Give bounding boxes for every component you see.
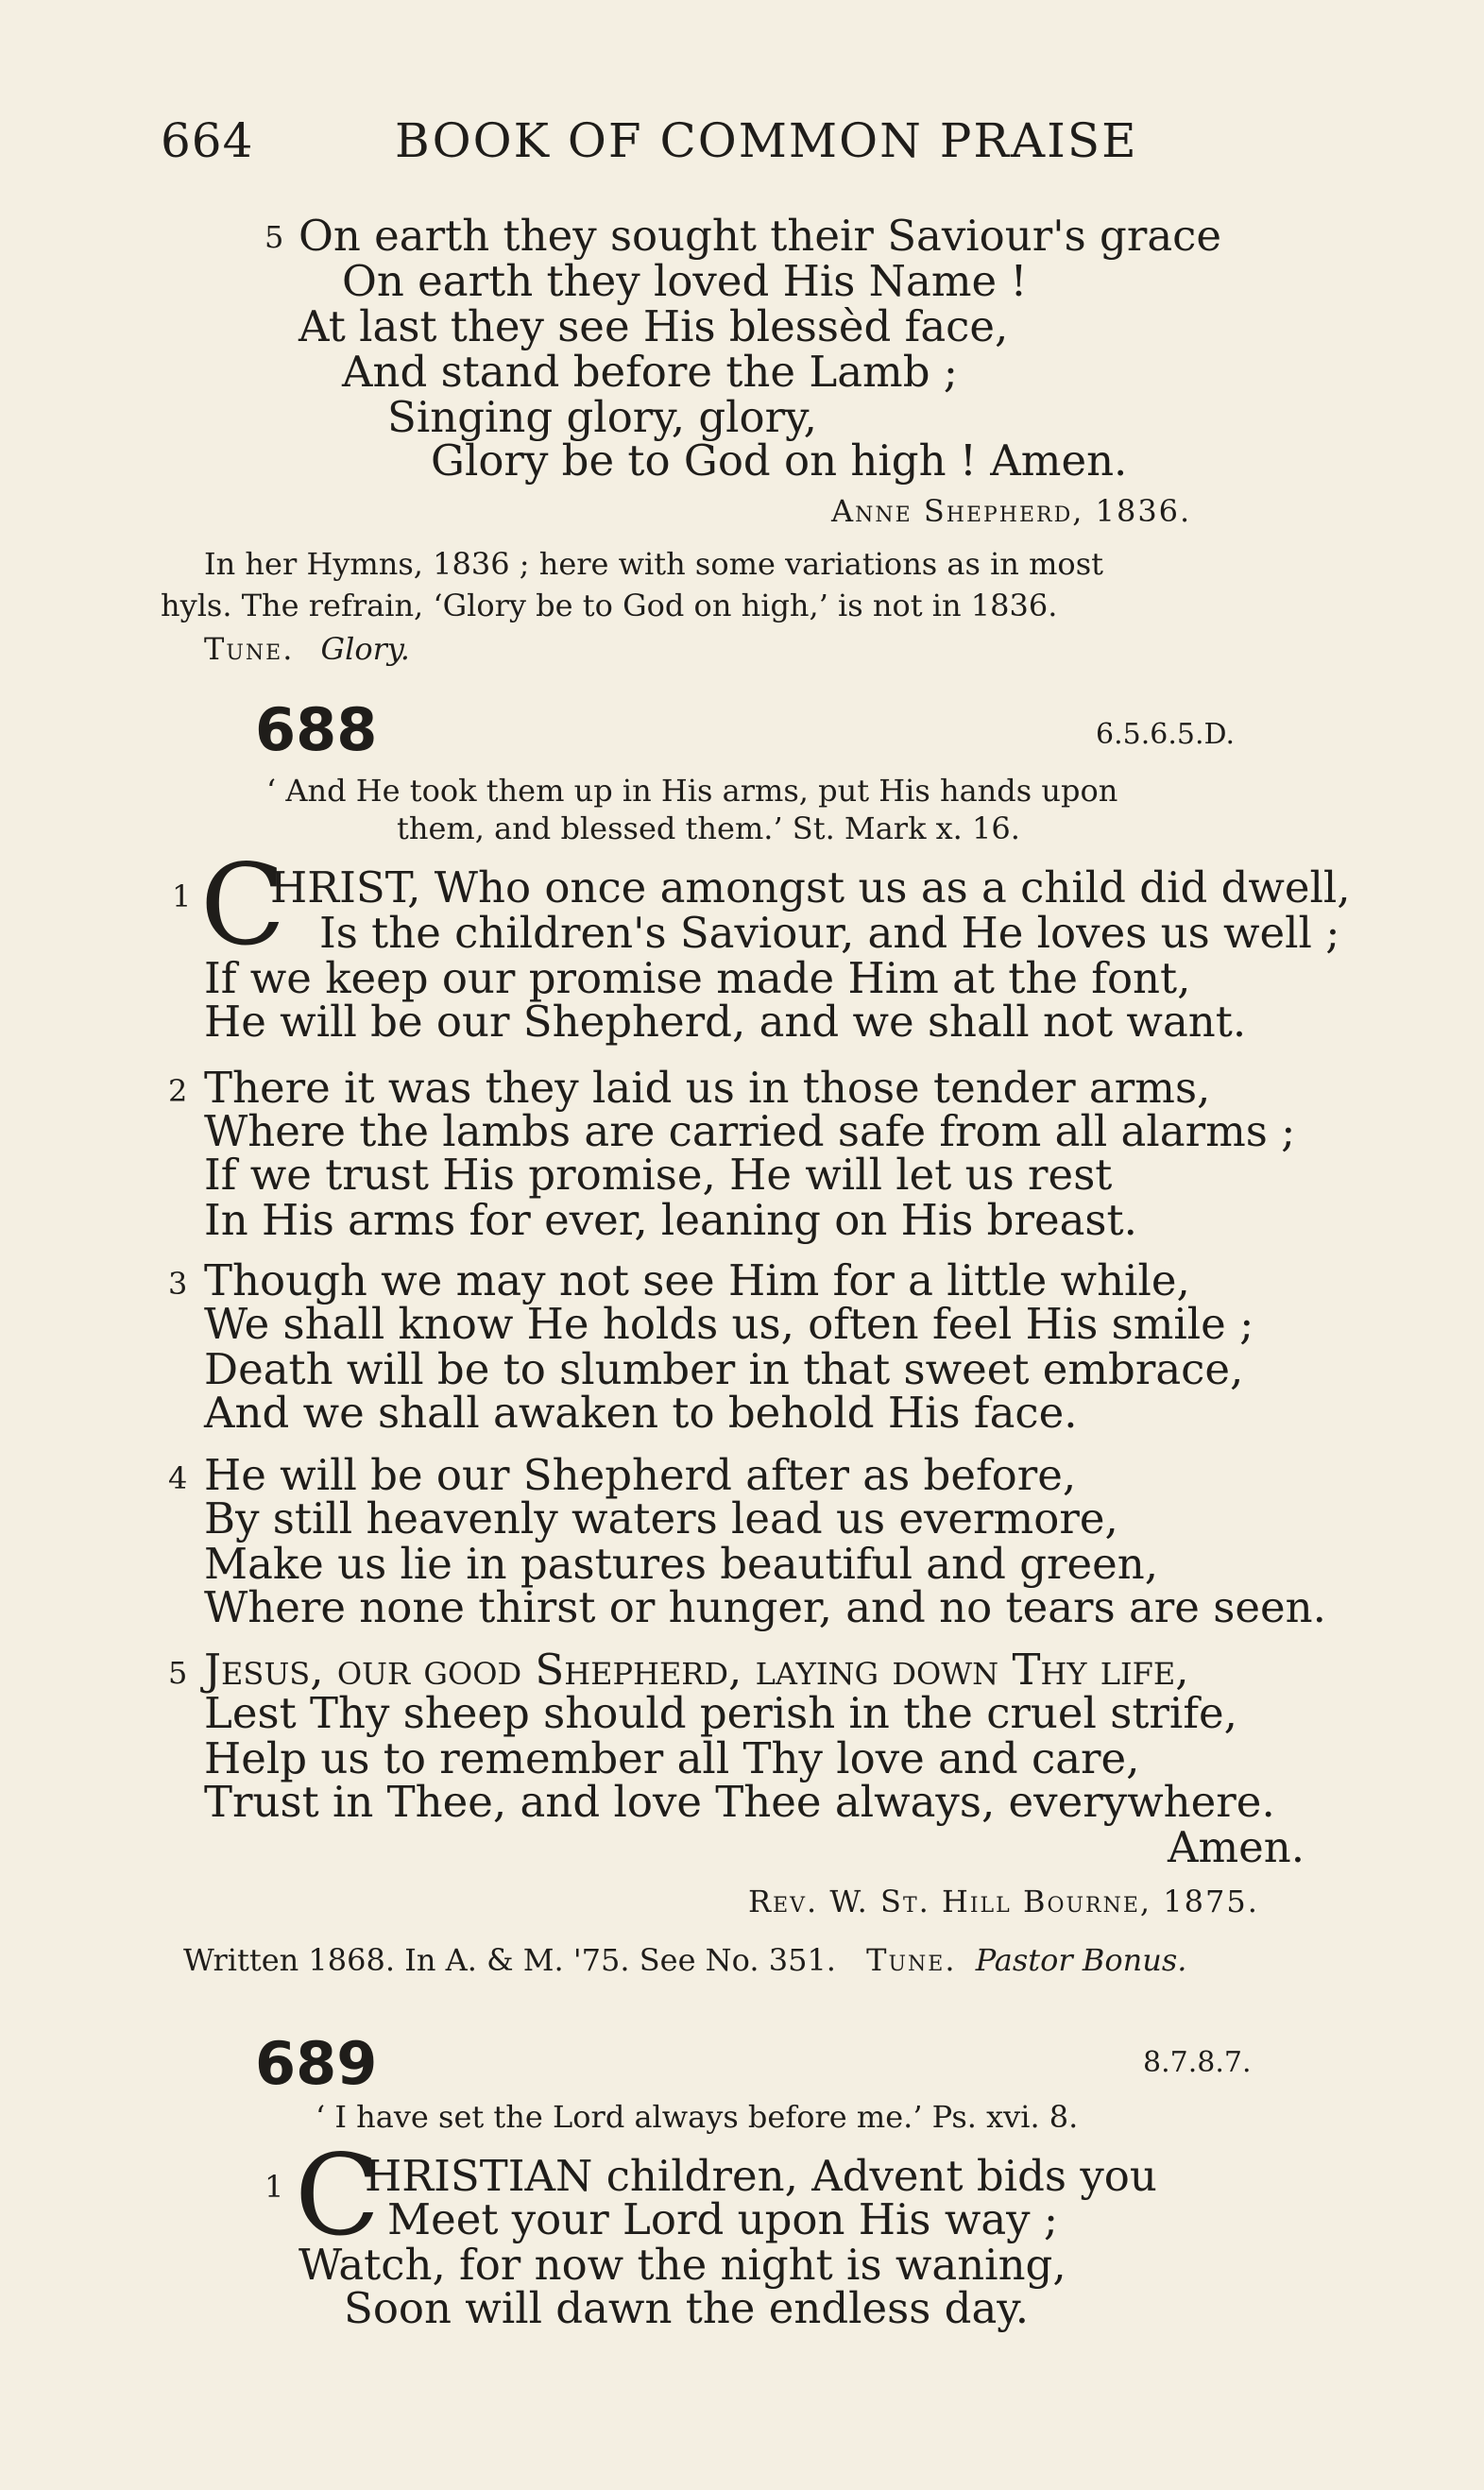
hymn-author: Anne Shepherd, 1836.	[831, 493, 1192, 529]
verse-line: On earth they sought their Saviour's grace	[299, 211, 1221, 261]
hymn-number: 688	[255, 695, 378, 764]
tune-name: Glory.	[320, 631, 410, 667]
verse-line: We shall know He holds us, often feel His smile ;	[204, 1299, 1254, 1349]
stanza-number: 4	[168, 1460, 188, 1496]
verse-line: Though we may not see Him for a little while,	[204, 1255, 1190, 1305]
amen: Amen.	[1168, 1822, 1305, 1872]
verse-line: On earth they loved His Name !	[342, 256, 1028, 306]
verse-line: He will be our Shepherd after as before,	[204, 1450, 1077, 1500]
tune-label: Tune.	[866, 1942, 957, 1978]
hymn-author: Rev. W. St. Hill Bourne, 1875.	[748, 1884, 1259, 1919]
epigraph: ‘ And He took them up in His arms, put His hands upon	[266, 773, 1118, 809]
verse-line: Glory be to God on high ! Amen.	[431, 435, 1128, 486]
verse-line: And we shall awaken to behold His face.	[204, 1388, 1078, 1438]
verse-line: In His arms for ever, leaning on His breast.	[204, 1195, 1137, 1245]
stanza-number: 2	[168, 1073, 188, 1109]
stanza-number: 3	[168, 1266, 188, 1302]
hymn-note	[183, 1944, 1186, 1976]
stanza-number: 5	[168, 1655, 188, 1691]
hymn-note: hyls. The refrain, ‘Glory be to God on high,’ is not in 1836.	[161, 588, 1058, 623]
hymn-meter: 8.7.8.7.	[1143, 2046, 1252, 2079]
verse-line: By still heavenly waters lead us evermore,	[204, 1493, 1118, 1543]
verse-line: Watch, for now the night is waning,	[299, 2240, 1066, 2290]
drop-cap: C	[200, 840, 286, 970]
hymn-number: 689	[255, 2029, 378, 2098]
running-title: BOOK OF COMMON PRAISE	[395, 113, 1138, 168]
tune-name: Pastor Bonus.	[975, 1942, 1187, 1978]
tune-line	[204, 633, 410, 665]
verse-line	[204, 1647, 1189, 1693]
verse-line: Help us to remember all Thy love and care,	[204, 1733, 1140, 1783]
verse-line: Soon will dawn the endless day.	[344, 2283, 1030, 2333]
verse-line: Trust in Thee, and love Thee always, everywhere.	[204, 1777, 1275, 1827]
stanza-number: 1	[264, 2169, 284, 2205]
verse-line: If we keep our promise made Him at the font,	[204, 953, 1191, 1003]
verse-line: And stand before the Lamb ;	[342, 347, 958, 397]
note-text: Written 1868. In A. & M. '75. See No. 351.	[183, 1942, 836, 1978]
verse-line: Meet your Lord upon His way ;	[387, 2194, 1059, 2244]
epigraph: them, and blessed them.’ St. Mark x. 16.	[397, 810, 1020, 846]
tune-label: Tune.	[204, 631, 295, 667]
verse-line: Singing glory, glory,	[387, 392, 817, 442]
verse-line: HRISTIAN children, Advent bids you	[365, 2151, 1157, 2201]
verse-line: There it was they laid us in those tender arms,	[204, 1063, 1211, 1113]
drop-cap: C	[295, 2130, 381, 2260]
verse-line: If we trust His promise, He will let us rest	[204, 1150, 1113, 1200]
verse-line: Is the children's Saviour, and He loves us well ;	[319, 908, 1340, 958]
verse-line: At last they see His blessèd face,	[299, 301, 1009, 351]
hymn-meter: 6.5.6.5.D.	[1096, 718, 1236, 751]
verse-line: Where the lambs are carried safe from all alarms ;	[204, 1106, 1296, 1156]
verse-line: Lest Thy sheep should perish in the cruel strife,	[204, 1688, 1237, 1738]
verse-line: Make us lie in pastures beautiful and green,	[204, 1539, 1159, 1589]
verse-line: Death will be to slumber in that sweet embrace,	[204, 1344, 1244, 1394]
hymn-note: In her Hymns, 1836 ; here with some variations as in most	[204, 546, 1103, 582]
stanza-number: 5	[264, 219, 284, 255]
page-number: 664	[161, 113, 254, 168]
verse-line: HRIST, Who once amongst us as a child did dwell,	[270, 862, 1351, 912]
epigraph: ‘ I have set the Lord always before me.’ Ps. xvi. 8.	[316, 2099, 1079, 2135]
verse-line: Where none thirst or hunger, and no tears are seen.	[204, 1582, 1326, 1632]
verse-line: He will be our Shepherd, and we shall not want.	[204, 997, 1247, 1047]
stanza-number: 1	[172, 878, 192, 914]
verse-text: Jesus, our good Shepherd, laying down Thy life,	[204, 1645, 1189, 1695]
